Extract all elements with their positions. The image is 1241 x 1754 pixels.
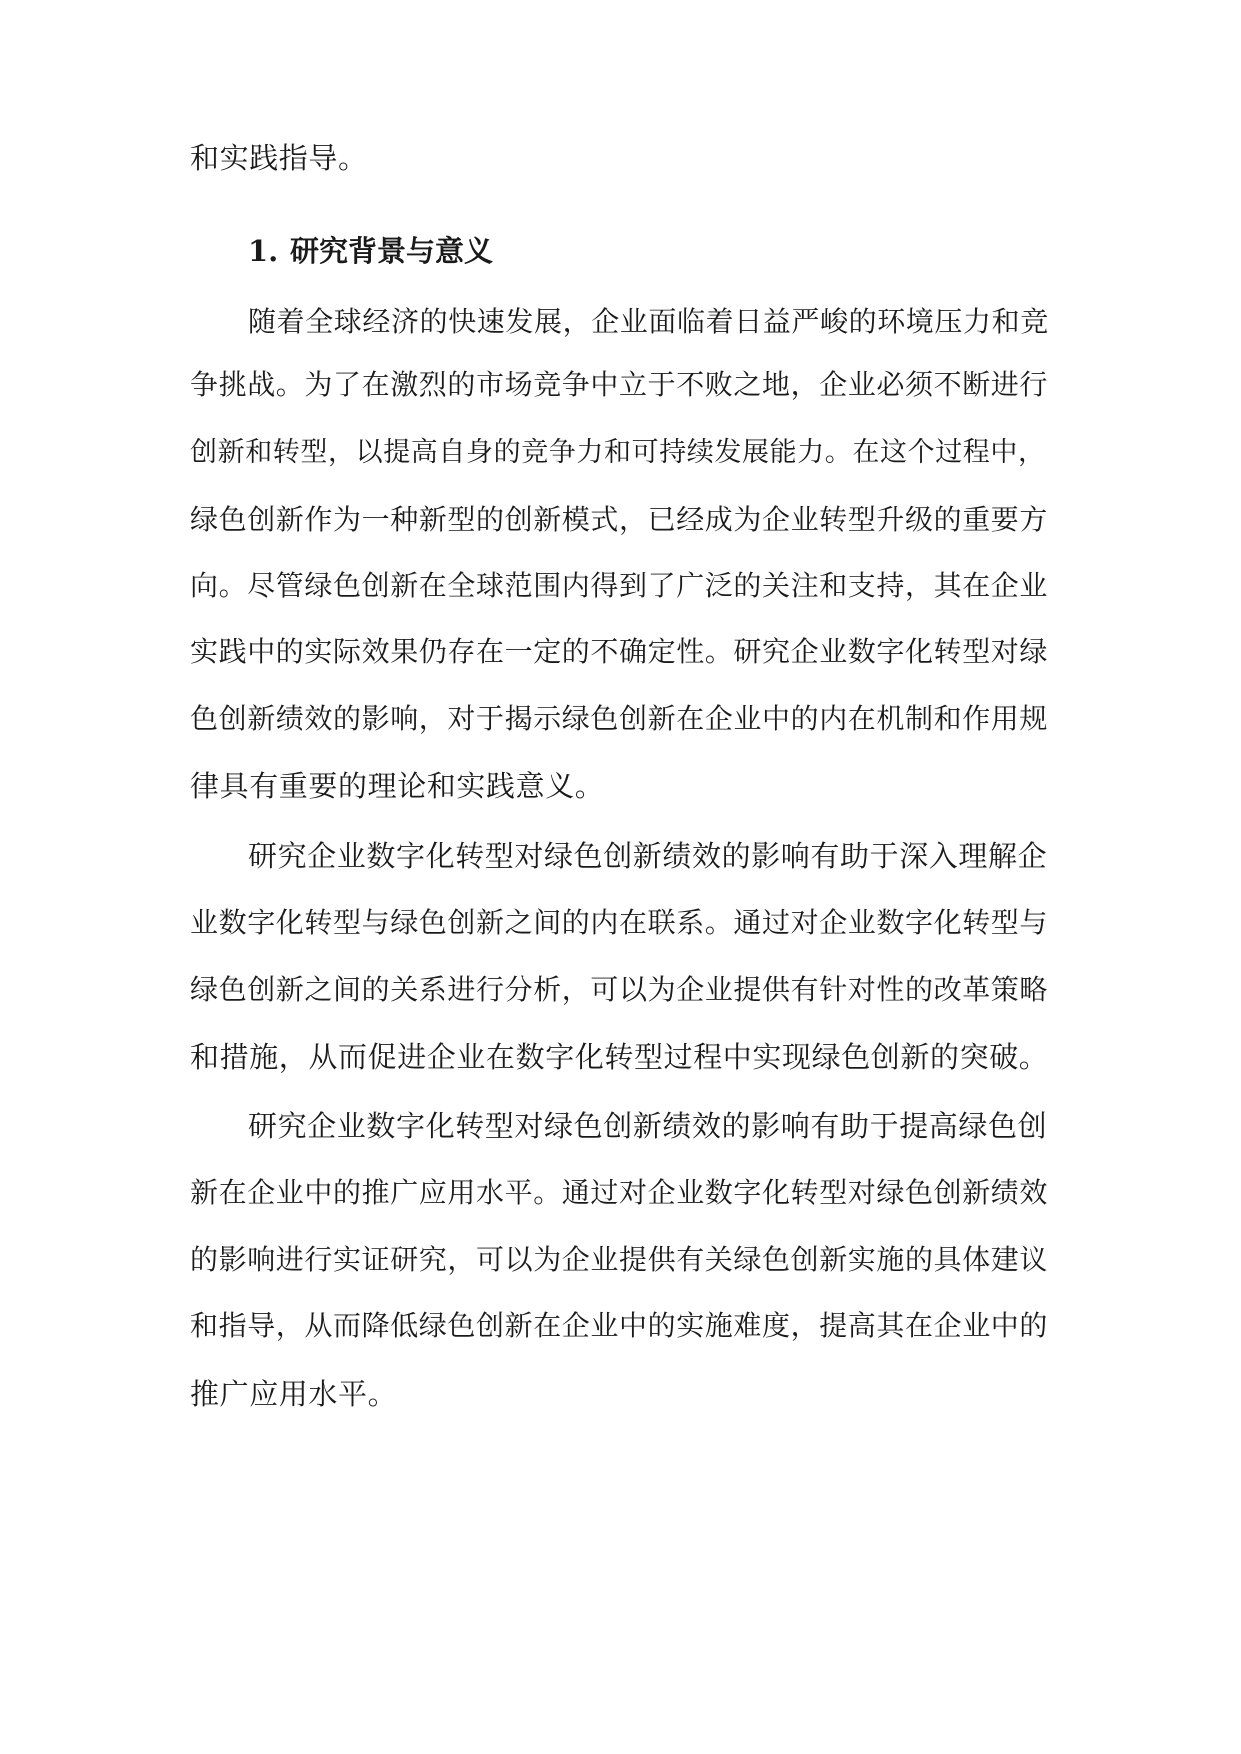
lead-line: 和实践指导。	[190, 141, 368, 175]
paragraph-line: 的影响进行实证研究，可以为企业提供有关绿色创新实施的具体建议	[190, 1243, 1049, 1276]
paragraph-line: 新在企业中的推广应用水平。通过对企业数字化转型对绿色创新绩效	[190, 1176, 1049, 1209]
paragraph-line: 绿色创新之间的关系进行分析，可以为企业提供有针对性的改革策略	[190, 973, 1049, 1006]
paragraph-line: 律具有重要的理论和实践意义。	[190, 769, 605, 803]
paragraph-line: 和指导，从而降低绿色创新在企业中的实施难度，提高其在企业中的	[190, 1309, 1049, 1342]
section-title: 研究背景与意义	[290, 234, 494, 268]
paragraph-line: 研究企业数字化转型对绿色创新绩效的影响有助于提高绿色创	[248, 1109, 1048, 1143]
section-number: 1.	[248, 234, 279, 268]
paragraph-line: 创新和转型，以提高自身的竞争力和可持续发展能力。在这个过程中，	[190, 437, 1046, 468]
paragraph-line: 推广应用水平。	[190, 1377, 398, 1411]
paragraph-line: 争挑战。为了在激烈的市场竞争中立于不败之地，企业必须不断进行	[190, 368, 1049, 401]
paragraph-line: 色创新绩效的影响，对于揭示绿色创新在企业中的内在机制和作用规	[190, 702, 1049, 735]
paragraph-line: 绿色创新作为一种新型的创新模式，已经成为企业转型升级的重要方	[190, 503, 1049, 536]
paragraph-line: 随着全球经济的快速发展，企业面临着日益严峻的环境压力和竞	[248, 305, 1049, 338]
paragraph-line: 向。尽管绿色创新在全球范围内得到了广泛的关注和支持，其在企业	[190, 569, 1049, 602]
paragraph-line: 实践中的实际效果仍存在一定的不确定性。研究企业数字化转型对绿	[190, 635, 1049, 668]
section-heading	[248, 231, 493, 271]
paragraph-line: 业数字化转型与绿色创新之间的内在联系。通过对企业数字化转型与	[190, 906, 1049, 939]
paragraph-line: 和措施，从而促进企业在数字化转型过程中实现绿色创新的突破。	[190, 1040, 1049, 1074]
paragraph-line: 研究企业数字化转型对绿色创新绩效的影响有助于深入理解企	[248, 839, 1048, 873]
